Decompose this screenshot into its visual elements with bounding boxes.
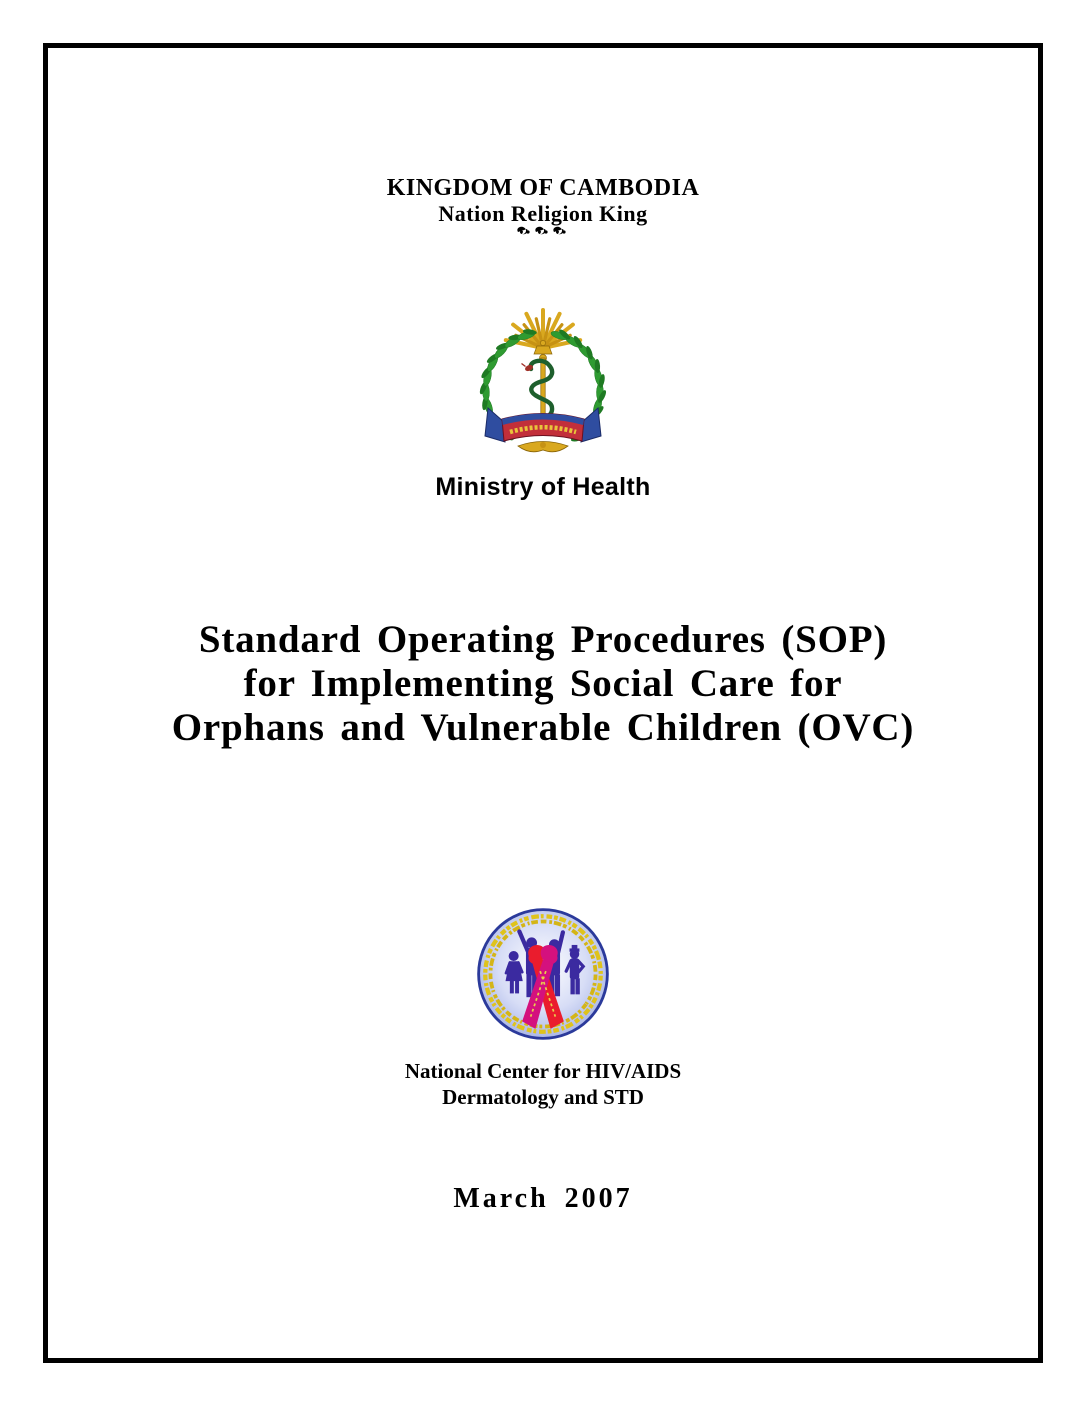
ministry-of-health-emblem-icon bbox=[458, 298, 628, 475]
national-motto: Nation Religion King bbox=[438, 201, 648, 226]
ministry-name: Ministry of Health bbox=[435, 473, 651, 501]
document-title-line1: Standard Operating Procedures (SOP) bbox=[198, 618, 888, 661]
nchads-emblem-icon bbox=[472, 903, 614, 1050]
page-border bbox=[43, 43, 1043, 1363]
banner-ribbon bbox=[485, 408, 601, 452]
organization-name-line2: Dermatology and STD bbox=[442, 1085, 644, 1109]
floral-divider-icon bbox=[48, 224, 1038, 240]
publication-date: March 2007 bbox=[453, 1183, 633, 1214]
document-title-line2: for Implementing Social Care for bbox=[243, 662, 843, 705]
organization-name-line1: National Center for HIV/AIDS bbox=[404, 1059, 682, 1083]
kingdom-title: KINGDOM OF CAMBODIA bbox=[386, 175, 700, 201]
document-title-line3: Orphans and Vulnerable Children (OVC) bbox=[171, 706, 915, 749]
organization-name bbox=[48, 1058, 1038, 1110]
document-title bbox=[48, 618, 1038, 750]
